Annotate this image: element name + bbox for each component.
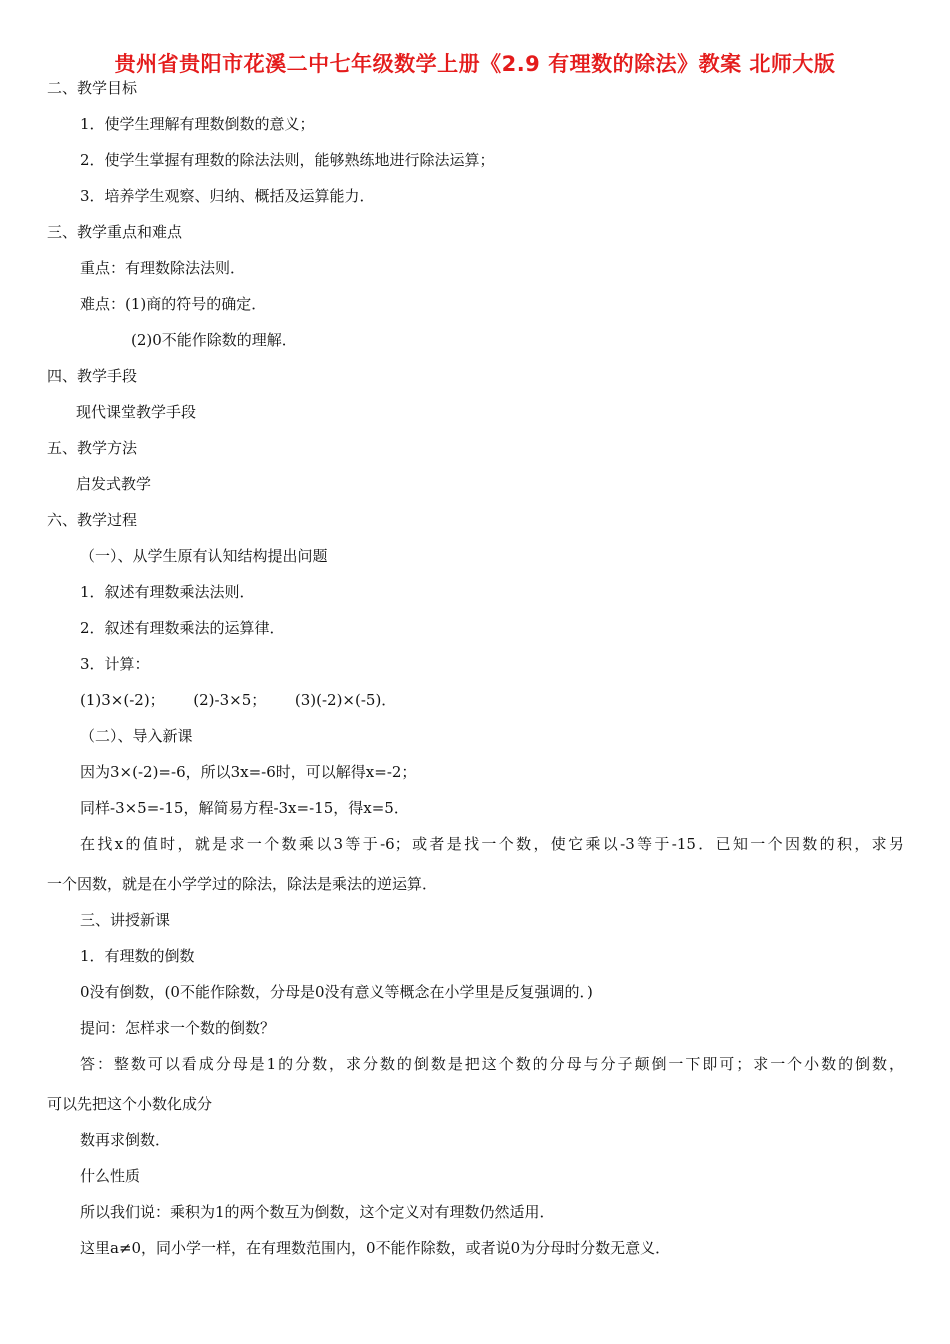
paragraph-line: 3．计算： — [80, 655, 150, 673]
paragraph-line: 2．使学生掌握有理数的除法法则，能够熟练地进行除法运算； — [80, 151, 495, 169]
exercise-line: (1)3×(-2)； (2)-3×5； (3)(-2)×(-5)． — [80, 691, 397, 709]
section-heading-process: 六、教学过程 — [47, 511, 138, 529]
paragraph-line: 一个因数，就是在小学学过的除法，除法是乘法的逆运算． — [47, 875, 438, 893]
paragraph-line: 2．叙述有理数乘法的运算律． — [80, 619, 285, 637]
paragraph-line: 因为3×(-2)=-6，所以3x=-6时，可以解得x=-2； — [80, 763, 417, 781]
paragraph-line: 难点：(1)商的符号的确定． — [80, 295, 267, 313]
subsection-heading: （二）、导入新课 — [80, 727, 193, 745]
section-heading-methods: 五、教学方法 — [47, 439, 138, 457]
section-heading-new-lesson: 三、讲授新课 — [80, 911, 171, 929]
paragraph-line: 提问：怎样求一个数的倒数？ — [80, 1019, 276, 1037]
paragraph-line: 答：整数可以看成分母是1的分数，求分数的倒数是把这个数的分母与分子颠倒一下即可；求一个小数的倒数， — [80, 1055, 904, 1073]
subsection-heading: （一）、从学生原有认知结构提出问题 — [80, 547, 328, 565]
section-heading-means: 四、教学手段 — [47, 367, 138, 385]
paragraph-line: 这里a≠0，同小学一样，在有理数范围内，0不能作除数，或者说0为分母时分数无意义． — [80, 1239, 671, 1257]
paragraph-line: 0没有倒数，(0不能作除数，分母是0没有意义等概念在小学里是反复强调的．) — [80, 983, 593, 1001]
paragraph-line: 可以先把这个小数化成分 — [47, 1095, 213, 1113]
paragraph-line: 什么性质 — [80, 1167, 141, 1185]
paragraph-line: 现代课堂教学手段 — [76, 403, 197, 421]
section-heading-objectives: 二、教学目标 — [47, 79, 138, 97]
paragraph-line: 同样-3×5=-15，解简易方程-3x=-15，得x=5． — [80, 799, 409, 817]
document-title: 贵州省贵阳市花溪二中七年级数学上册《2.9 有理数的除法》教案 北师大版 — [114, 52, 836, 76]
paragraph-line: 启发式教学 — [76, 475, 152, 493]
paragraph-line: 1．有理数的倒数 — [80, 947, 195, 965]
section-heading-key-points: 三、教学重点和难点 — [47, 223, 183, 241]
paragraph-line: 重点：有理数除法法则． — [80, 259, 246, 277]
paragraph-line: 1．使学生理解有理数倒数的意义； — [80, 115, 315, 133]
paragraph-line: (2)0不能作除数的理解． — [131, 331, 297, 349]
paragraph-line: 在找x的值时，就是求一个数乘以3等于-6；或者是找一个数，使它乘以-3等于-15．已知一个因数的积，求另 — [80, 835, 904, 853]
paragraph-line: 1．叙述有理数乘法法则． — [80, 583, 255, 601]
paragraph-line: 数再求倒数． — [80, 1131, 171, 1149]
paragraph-line: 所以我们说：乘积为1的两个数互为倒数，这个定义对有理数仍然适用． — [80, 1203, 555, 1221]
paragraph-line: 3．培养学生观察、归纳、概括及运算能力． — [80, 187, 375, 205]
